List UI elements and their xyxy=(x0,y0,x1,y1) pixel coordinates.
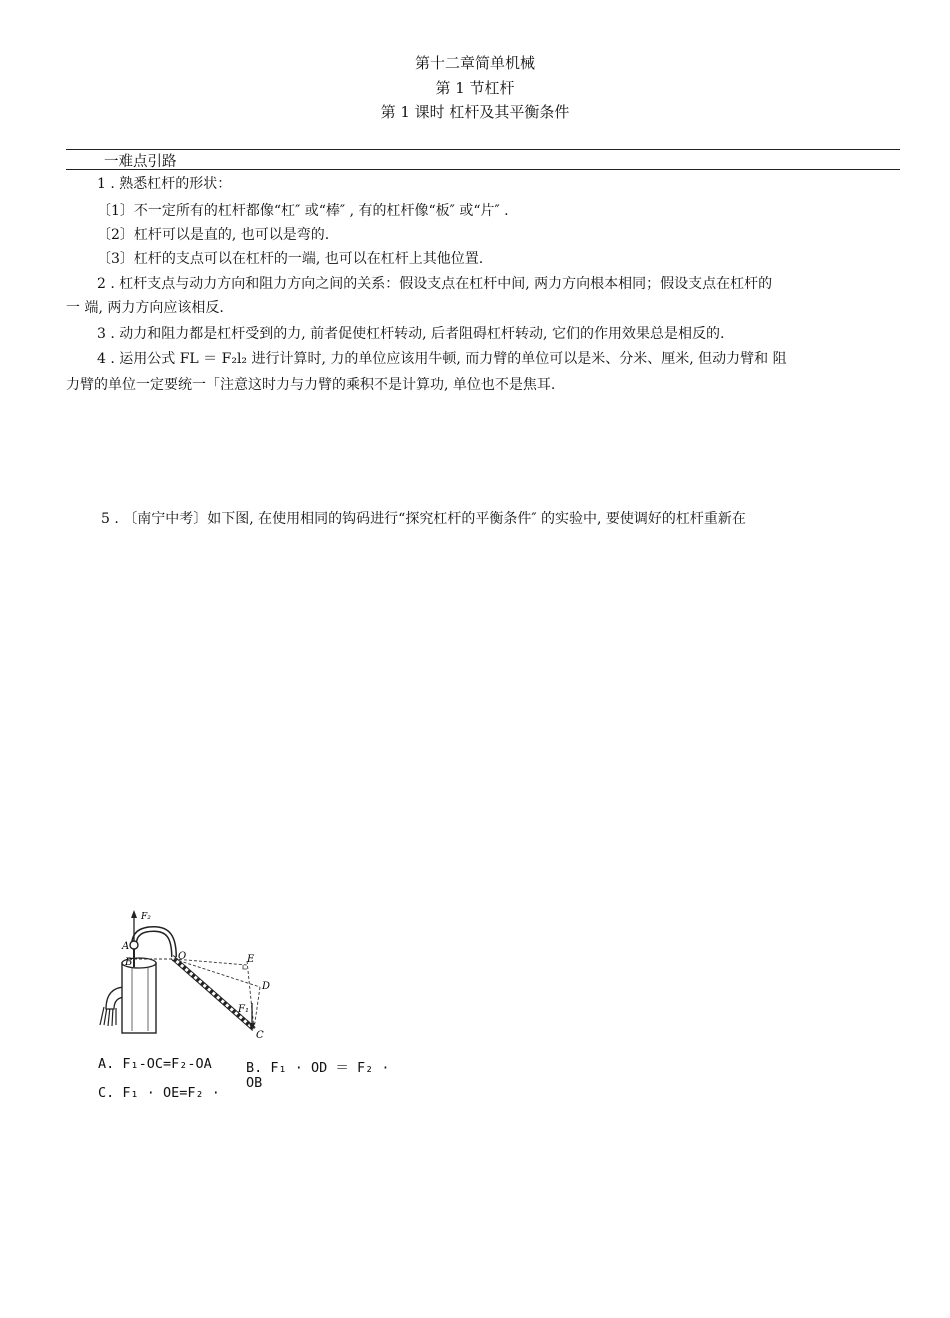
lever-figure xyxy=(92,905,282,1045)
label-c: C xyxy=(256,1030,264,1041)
point-1-1: 〔1〕不一定所有的杠杆都像“杠″ 或“棒″ , 有的杠杆像“板″ 或“片″ . xyxy=(97,203,509,219)
top-rule xyxy=(66,149,900,150)
point-a-marker xyxy=(130,941,138,949)
option-a: A. F₁-OC=F₂-OA xyxy=(98,1056,212,1072)
guide-heading: 一难点引路 xyxy=(104,154,177,170)
option-b-line-1: B. F₁ · OD ＝ F₂ · xyxy=(246,1060,390,1076)
point-1-2: 〔2〕杠杆可以是直的, 也可以是弯的. xyxy=(97,227,330,243)
point-4-line-2: 力臂的单位一定要统一「注意这时力与力臂的乘积不是计算功, 单位也不是焦耳. xyxy=(66,377,556,393)
lesson-title: 第 1 课时 杠杆及其平衡条件 xyxy=(380,103,570,121)
label-a: A xyxy=(122,941,130,952)
point-2-line-2: 一 端, 两力方向应该相反. xyxy=(66,300,224,316)
point-1-3: 〔3〕杠杆的支点可以在杠杆的一端, 也可以在杠杆上其他位置. xyxy=(97,251,484,267)
chapter-title: 第十二章简单机械 xyxy=(414,54,535,72)
option-b-line-2: OB xyxy=(246,1075,263,1091)
point-1: 1 . 熟悉杠杆的形状： xyxy=(97,176,232,192)
label-d: D xyxy=(262,981,271,992)
section-title: 第 1 节杠杆 xyxy=(435,79,515,97)
point-3: 3 . 动力和阻力都是杠杆受到的力, 前者促使杠杆转动, 后者阻碍杠杆转动, 它们的作用效果总是相反的. xyxy=(97,326,725,342)
bottom-rule xyxy=(66,169,900,170)
point-2-line-1: 2 . 杠杆支点与动力方向和阻力方向之间的关系：假设支点在杠杆中间, 两力方向根本相同；假设支点在杠杆的 xyxy=(97,276,773,292)
label-e: E xyxy=(247,954,255,965)
water-spray-icon xyxy=(100,1007,116,1026)
tank xyxy=(122,963,156,1033)
option-c: C. F₁ · OE=F₂ · xyxy=(98,1085,220,1101)
label-f2: F₂ xyxy=(141,912,151,922)
question-5: 5 . 〔南宁中考〕如下图, 在使用相同的钩码进行“探究杠杆的平衡条件″ 的实验中, 要使调好的杠杆重新在 xyxy=(101,511,746,527)
label-f1: F₁ xyxy=(238,1004,249,1015)
label-o: O xyxy=(178,951,187,962)
point-4-line-1: 4 . 运用公式 FL ＝ F₂l₂ 进行计算时, 力的单位应该用牛顿, 而力臂的单位可以是米、分米、厘米, 但动力臂和 阻 xyxy=(97,351,787,367)
label-b: B xyxy=(125,957,133,968)
